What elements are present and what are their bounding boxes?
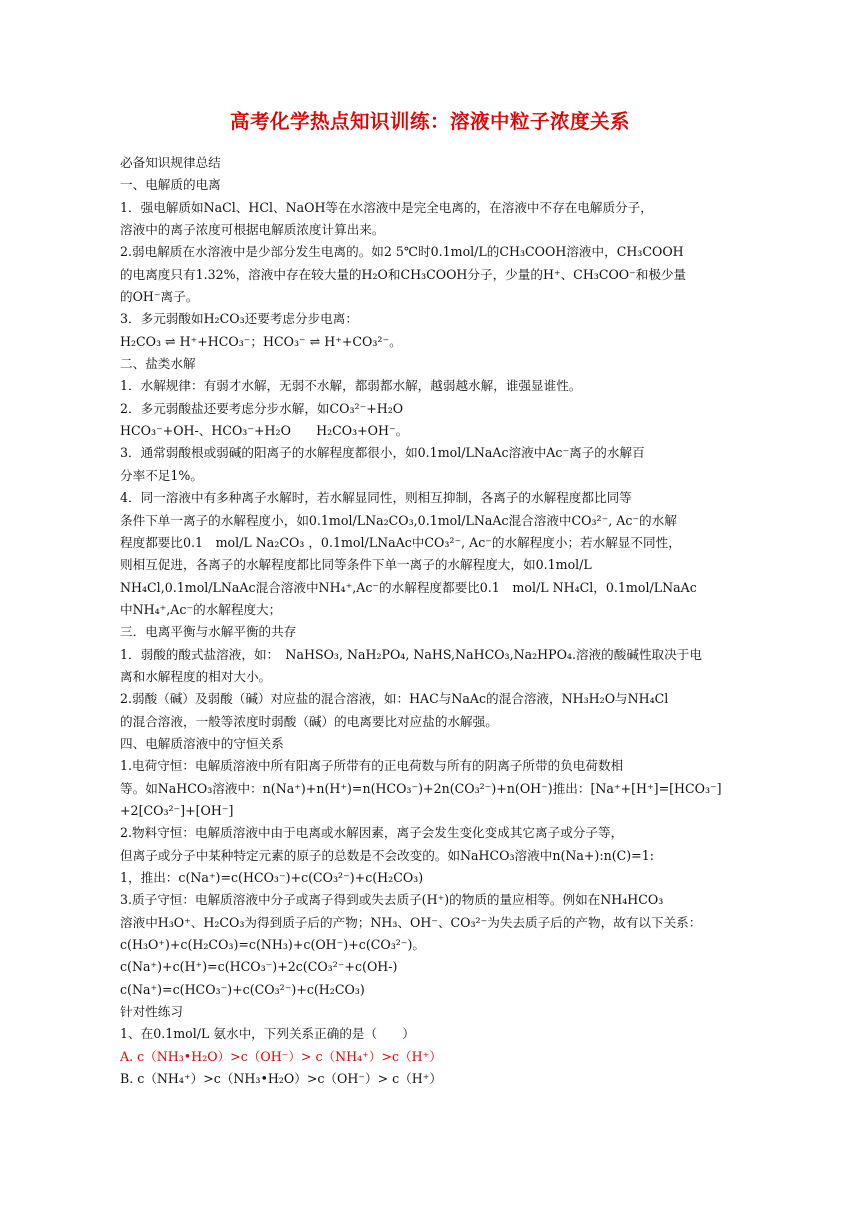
text-line: 3．多元弱酸如H₂CO₃还要考虑分步电离： <box>120 311 358 327</box>
equation-line: HCO₃⁻+OH-、HCO₃⁻+H₂O H₂CO₃+OH⁻。 <box>120 423 409 439</box>
equation-line: H₂CO₃ ⇌ H⁺+HCO₃⁻；HCO₃⁻ ⇌ H⁺+CO₃²⁻。 <box>120 333 402 349</box>
text-line: 的混合溶液，一般等浓度时弱酸（碱）的电离要比对应盐的水解强。 <box>120 713 498 729</box>
equation-line: c(Na⁺)+c(H⁺)=c(HCO₃⁻)+2c(CO₃²⁻+c(OH-) <box>120 959 398 975</box>
document-page <box>120 110 740 1090</box>
text-line: 的OH⁻离子。 <box>120 289 199 305</box>
summary-heading: 必备知识规律总结 <box>120 155 221 170</box>
section-heading-1: 一、电解质的电离 <box>120 177 221 193</box>
text-line: 程度都要比0.1 mol/L Na₂CO₃ ，0.1mol/LNaAc中CO₃²⁻, Ac⁻的水解程度小；若水解显不同性， <box>120 534 681 550</box>
option-a-answer: A. c（NH₃•H₂O）>c（OH⁻）> c（NH₄⁺）>c（H⁺） <box>120 1048 442 1064</box>
text-line: 3．通常弱酸根或弱碱的阳离子的水解程度都很小，如0.1mol/LNaAc溶液中Ac⁻离子的水解百 <box>120 445 645 461</box>
text-line: 2.物料守恒：电解质溶液中由于电离或水解因素，离子会发生变化变成其它离子或分子等， <box>120 825 624 841</box>
section-heading-3: 三．电离平衡与水解平衡的共存 <box>120 624 297 640</box>
text-line: NH₄Cl,0.1mol/LNaAc混合溶液中NH₄⁺,Ac⁻的水解程度都要比0.1 mol/L NH₄Cl，0.1mol/LNaAc <box>120 579 697 595</box>
text-line: 条件下单一离子的水解程度小，如0.1mol/LNa₂CO₃,0.1mol/LNaAc混合溶液中CO₃²⁻, Ac⁻的水解 <box>120 512 677 528</box>
text-line: 1，推出：c(Na⁺)=c(HCO₃⁻)+c(CO₃²⁻)+c(H₂CO₃) <box>120 870 424 885</box>
text-line: 则相互促进，各离子的水解程度都比同等条件下单一离子的水解程度大，如0.1mol/L <box>120 557 592 573</box>
text-line: 1．弱酸的酸式盐溶液，如： NaHSO₃, NaH₂PO₄, NaHS,NaHCO₃,Na₂HPO₄.溶液的酸碱性取决于电 <box>120 646 702 662</box>
text-line: 但离子或分子中某种特定元素的原子的总数是不会改变的。如NaHCO₃溶液中n(Na+):n(C)=1: <box>120 847 654 863</box>
text-line: 中NH₄⁺,Ac⁻的水解程度大； <box>120 601 282 617</box>
text-line: 4．同一溶液中有多种离子水解时，若水解显同性，则相互抑制，各离子的水解程度都比同等 <box>120 490 632 506</box>
text-line: 的电离度只有1.32%，溶液中存在较大量的H₂O和CH₃COOH分子，少量的H⁺、CH₃COO⁻和极少量 <box>120 266 687 282</box>
text-line: +2[CO₃²⁻]+[OH⁻] <box>120 802 234 818</box>
equation-line: c(Na⁺)=c(HCO₃⁻)+c(CO₃²⁻)+c(H₂CO₃) <box>120 981 365 997</box>
text-line: 溶液中H₃O⁺、H₂CO₃为得到质子后的产物；NH₃、OH⁻、CO₃²⁻为失去质子后的产物，故有以下关系： <box>120 914 702 930</box>
text-line: 2．多元弱酸盐还要考虑分步水解，如CO₃²⁻+H₂O <box>120 400 404 416</box>
text-line: 等。如NaHCO₃溶液中：n(Na⁺)+n(H⁺)=n(HCO₃⁻)+2n(CO₃²⁻)+n(OH⁻)推出：[Na⁺+[H⁺]=[HCO₃⁻] <box>120 780 722 796</box>
practice-heading: 针对性练习 <box>120 1004 183 1020</box>
text-line: 溶液中的离子浓度可根据电解质浓度计算出来。 <box>120 222 385 238</box>
text-line: 1.电荷守恒：电解质溶液中所有阳离子所带有的正电荷数与所有的阴离子所带的负电荷数相 <box>120 758 624 774</box>
option-b: B. c（NH₄⁺）>c（NH₃•H₂O）>c（OH⁻）> c（H⁺） <box>120 1071 443 1087</box>
text-line: 分率不足1%。 <box>120 467 203 483</box>
text-line: 3.质子守恒：电解质溶液中分子或离子得到或失去质子(H⁺)的物质的量应相等。例如在NH₄HCO₃ <box>120 892 664 908</box>
section-heading-4: 四、电解质溶液中的守恒关系 <box>120 735 284 751</box>
text-line: 2.弱电解质在水溶液中是少部分发生电离的。如2 5℃时0.1mol/L的CH₃COOH溶液中，CH₃COOH <box>120 244 684 260</box>
document-title: 高考化学热点知识训练：溶液中粒子浓度关系 <box>229 110 630 133</box>
text-line: 离和水解程度的相对大小。 <box>120 668 272 684</box>
text-line: 2.弱酸（碱）及弱酸（碱）对应盐的混合溶液，如：HAC与NaAc的混合溶液，NH₃H₂O与NH₄Cl <box>120 691 669 707</box>
section-heading-2: 二、盐类水解 <box>120 356 196 372</box>
text-line: 1．水解规律：有弱才水解，无弱不水解，都弱都水解，越弱越水解，谁强显谁性。 <box>120 378 582 394</box>
question-1: 1、在0.1mol/L 氨水中，下列关系正确的是（ ） <box>120 1026 415 1042</box>
text-line: 1．强电解质如NaCl、HCl、NaOH等在水溶液中是完全电离的，在溶液中不存在电解质分子， <box>120 199 653 215</box>
equation-line: c(H₃O⁺)+c(H₂CO₃)=c(NH₃)+c(OH⁻)+c(CO₃²⁻)。 <box>120 937 425 953</box>
